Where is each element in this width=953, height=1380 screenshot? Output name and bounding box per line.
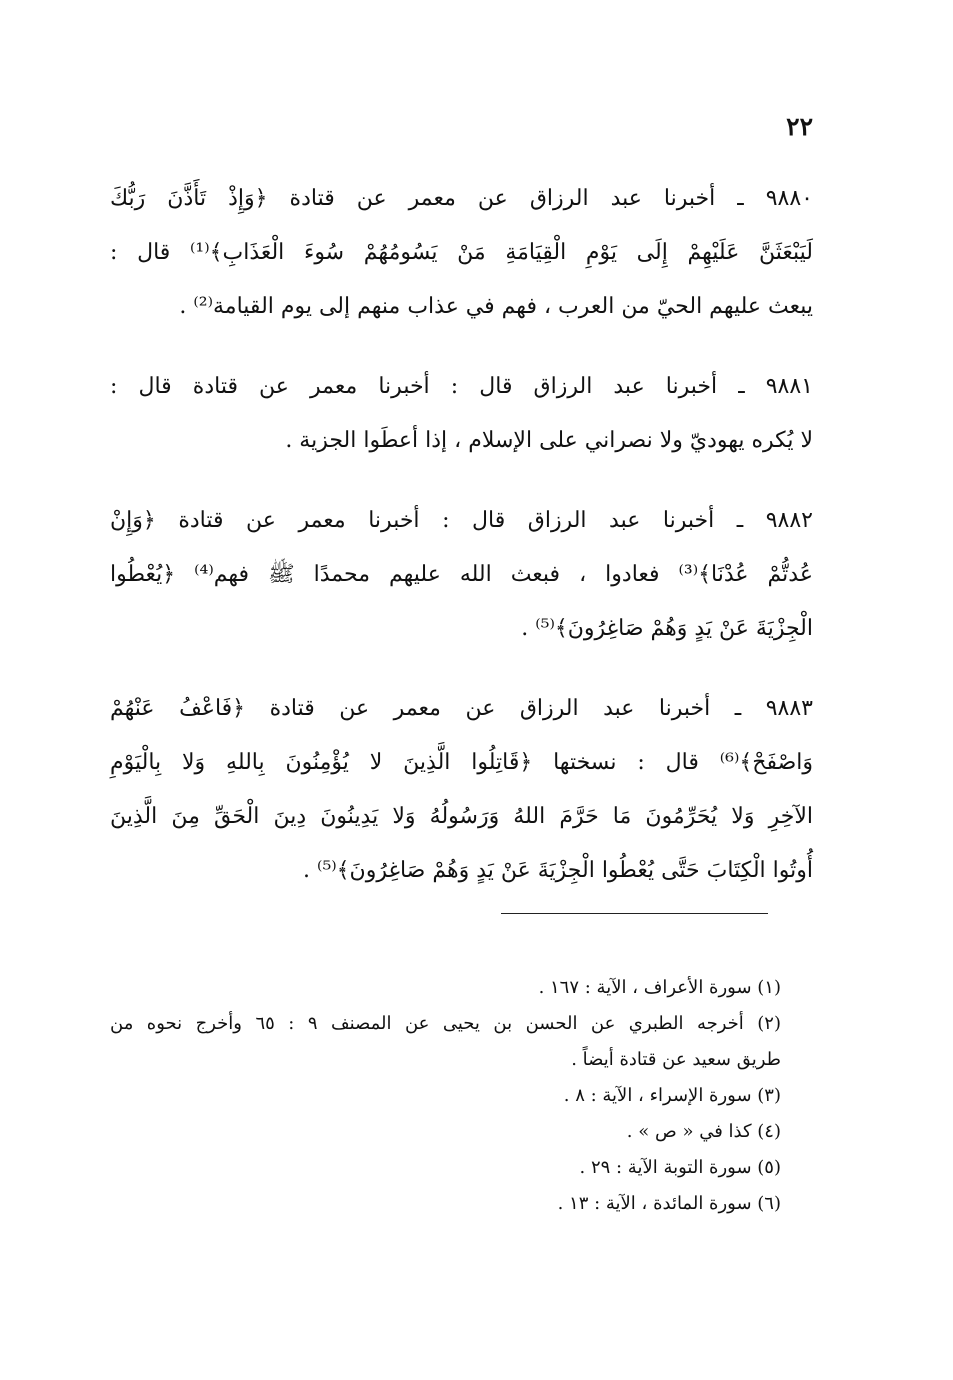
entry-line: الآخِرِ وَلا يُحَرِّمُونَ مَا حَرَّمَ اللهُ وَرَسُولُهُ وَلا يَدِينُونَ دِينَ الْحَقِّ مِنَ الَّذِينَ	[110, 804, 813, 829]
footnote-1: (١) سورة الأعراف ، الآية : ١٦٧ .	[538, 977, 781, 998]
entry-line: الْجِزْيَةَ عَنْ يَدٍ وَهُمْ صَاغِرُونَ﴾⁽⁵⁾ .	[521, 616, 813, 641]
page-number: ٢٢	[786, 112, 813, 141]
entry-9883	[110, 682, 813, 898]
entry-9881	[110, 360, 813, 468]
entry-line: وَاصْفَحْ﴾⁽⁶⁾ قال : نسختها ﴿قَاتِلُوا الَّذِينَ لا يُؤْمِنُونَ بِاللهِ وَلا بِالْيَوْمِ	[110, 750, 813, 775]
footnotes	[110, 970, 781, 1222]
footnote-separator	[501, 913, 768, 914]
footnote-6: (٦) سورة المائدة ، الآية : ١٣ .	[557, 1193, 781, 1214]
footnote-5: (٥) سورة التوبة الآية : ٢٩ .	[579, 1157, 781, 1178]
entry-line: ٩٨٨١ ـ أخبرنا عبد الرزاق قال : أخبرنا معمر عن قتادة قال :	[110, 374, 813, 399]
entry-line: ٩٨٨٣ ـ أخبرنا عبد الرزاق عن معمر عن قتادة ﴿فَاعْفُ عَنْهُمْ	[110, 696, 813, 721]
entry-line: ٩٨٨٠ ـ أخبرنا عبد الرزاق عن معمر عن قتادة ﴿وَإِذْ تَأَذَّنَ رَبُّكَ	[110, 186, 813, 211]
footnote-3: (٣) سورة الإسراء ، الآية : ٨ .	[563, 1085, 781, 1106]
entry-line: ٩٨٨٢ ـ أخبرنا عبد الرزاق قال : أخبرنا معمر عن قتادة ﴿وَإِنْ	[110, 508, 813, 533]
footnote-2: (٢) أخرجه الطبري عن الحسن بن يحيى عن المصنف ٩ : ٦٥ وأخرج نحوه من	[110, 1013, 781, 1034]
footnote-2-continued: طريق سعيد عن قتادة أيضاً .	[571, 1049, 781, 1070]
footnote-4: (٤) كذا في « ص » .	[626, 1121, 781, 1142]
entry-line: لَيَبْعَثَنَّ عَلَيْهِمْ إِلَى يَوْمِ الْقِيَامَةِ مَنْ يَسُومُهُمْ سُوءَ الْعَذَابِ﴾⁽¹⁾ قال :	[110, 240, 813, 265]
entry-line: عُدتُّمْ عُدْنَا﴾⁽³⁾ فعادوا ، فبعث الله عليهم محمدًا ﷺ فهم⁽⁴⁾ ﴿يُعْطُوا	[110, 562, 813, 587]
main-text	[110, 172, 813, 924]
entry-9882	[110, 494, 813, 656]
entry-line: يبعث عليهم الحيّ من العرب ، فهم في عذاب منهم إلى يوم القيامة⁽²⁾ .	[179, 294, 813, 319]
entry-9880	[110, 172, 813, 334]
entry-line: أُوتُوا الْكِتَابَ حَتَّى يُعْطُوا الْجِزْيَةَ عَنْ يَدٍ وَهُمْ صَاغِرُونَ﴾⁽⁵⁾ .	[303, 858, 813, 883]
entry-line: لا يُكره يهوديّ ولا نصراني على الإسلام ، إذا أعطَوا الجزية .	[285, 428, 813, 453]
